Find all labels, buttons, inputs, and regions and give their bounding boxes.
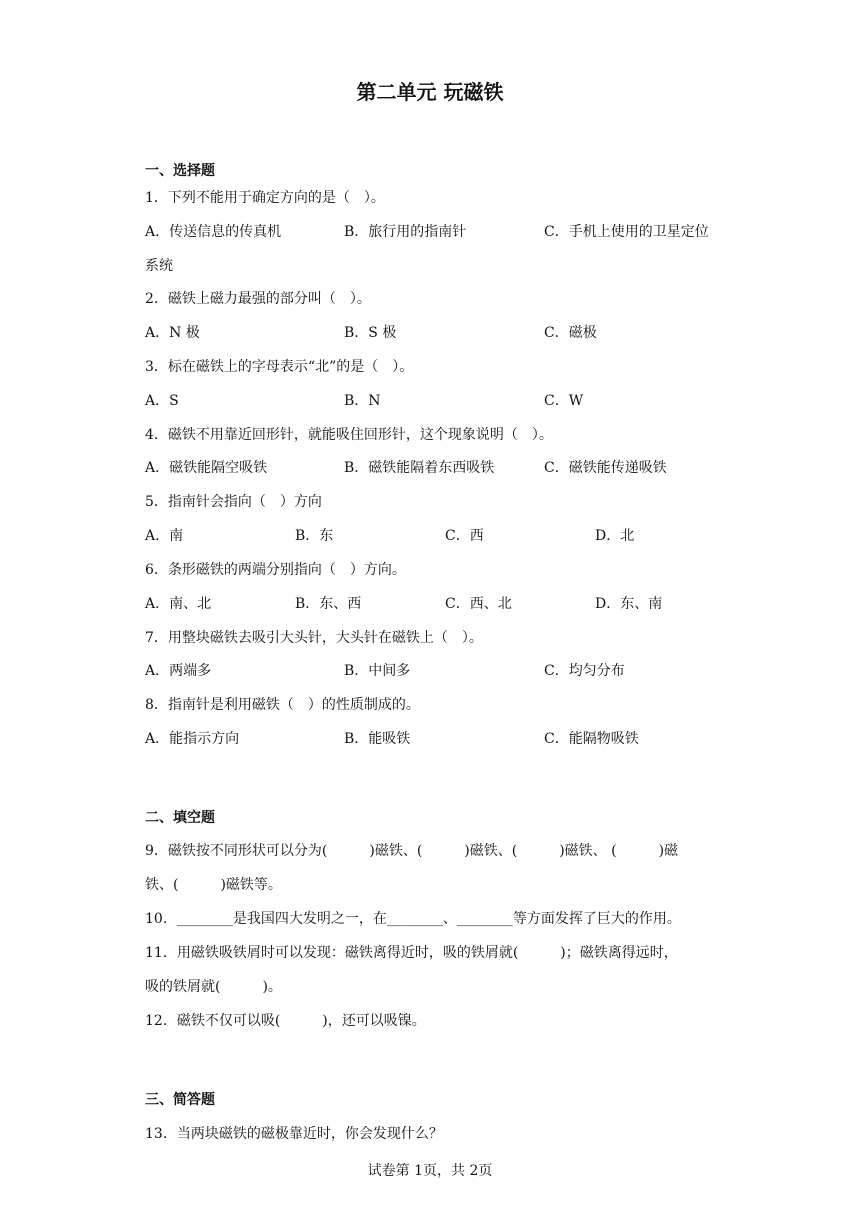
question-9-line-1: 9．磁铁按不同形状可以分为( )磁铁、( )磁铁、( )磁铁、 ( )磁: [145, 843, 679, 859]
section-heading-fill-in: 二、填空题: [145, 810, 215, 826]
question-13-line-1: 13．当两块磁铁的磁极靠近时，你会发现什么？: [145, 1126, 443, 1142]
question-1-option-a: A．传送信息的传真机: [145, 224, 282, 240]
question-3-option-c: C．W: [544, 393, 584, 409]
question-3-stem: 3．标在磁铁上的字母表示“北”的是（ ）。: [145, 359, 414, 375]
page-footer: 试卷第 1页，共 2页: [367, 1163, 493, 1179]
question-7-option-b: B．中间多: [344, 663, 411, 679]
question-9-line-2: 铁、( )磁铁等。: [145, 877, 282, 893]
question-8-option-b: B．能吸铁: [344, 731, 411, 747]
question-2-stem: 2．磁铁上磁力最强的部分叫（ ）。: [145, 291, 371, 307]
question-5-stem: 5．指南针会指向（ ）方向: [145, 494, 322, 510]
question-4-option-b: B．磁铁能隔着东西吸铁: [344, 460, 495, 476]
question-10-line-1: 10．________是我国四大发明之一，在________、________等方面发挥了巨大的作用。: [145, 911, 681, 927]
question-8-stem: 8．指南针是利用磁铁（ ）的性质制成的。: [145, 697, 420, 713]
question-8-option-a: A．能指示方向: [145, 731, 240, 747]
question-7-stem: 7．用整块磁铁去吸引大头针，大头针在磁铁上（ ）。: [145, 630, 483, 646]
question-6-stem: 6．条形磁铁的两端分别指向（ ）方向。: [145, 562, 406, 578]
question-2-option-a: A．N 极: [145, 325, 200, 341]
question-2-option-b: B．S 极: [344, 325, 397, 341]
question-1-option-b: B．旅行用的指南针: [344, 224, 467, 240]
question-7-option-a: A．两端多: [145, 663, 212, 679]
question-3-option-a: A．S: [145, 393, 179, 409]
question-1-option-c-continued: 系统: [145, 258, 173, 274]
section-heading-choice: 一、选择题: [145, 163, 215, 179]
section-heading-short-answer: 三、简答题: [145, 1092, 215, 1108]
question-5-option-a: A．南: [145, 528, 184, 544]
question-5-option-d: D．北: [595, 528, 635, 544]
page-title: 第二单元 玩磁铁: [356, 80, 504, 104]
question-3-option-b: B．N: [344, 393, 381, 409]
question-11-line-2: 吸的铁屑就( )。: [145, 979, 282, 995]
question-7-option-c: C．均匀分布: [544, 663, 625, 679]
question-1-option-c: C．手机上使用的卫星定位: [544, 224, 709, 240]
question-4-option-c: C．磁铁能传递吸铁: [544, 460, 667, 476]
question-5-option-b: B．东: [295, 528, 334, 544]
question-11-line-1: 11．用磁铁吸铁屑时可以发现：磁铁离得近时，吸的铁屑就( )；磁铁离得远时，: [145, 945, 678, 961]
question-2-option-c: C．磁极: [544, 325, 597, 341]
question-5-option-c: C．西: [445, 528, 484, 544]
question-12-line-1: 12．磁铁不仅可以吸( )，还可以吸镍。: [145, 1013, 426, 1029]
question-8-option-c: C．能隔物吸铁: [544, 731, 639, 747]
question-4-stem: 4．磁铁不用靠近回形针，就能吸住回形针，这个现象说明（ ）。: [145, 427, 553, 443]
question-6-option-a: A．南、北: [145, 596, 212, 612]
question-1-stem: 1．下列不能用于确定方向的是（ ）。: [145, 190, 385, 206]
question-4-option-a: A．磁铁能隔空吸铁: [145, 460, 268, 476]
question-6-option-d: D．东、南: [595, 596, 663, 612]
question-6-option-b: B．东、西: [295, 596, 362, 612]
question-6-option-c: C．西、北: [445, 596, 512, 612]
